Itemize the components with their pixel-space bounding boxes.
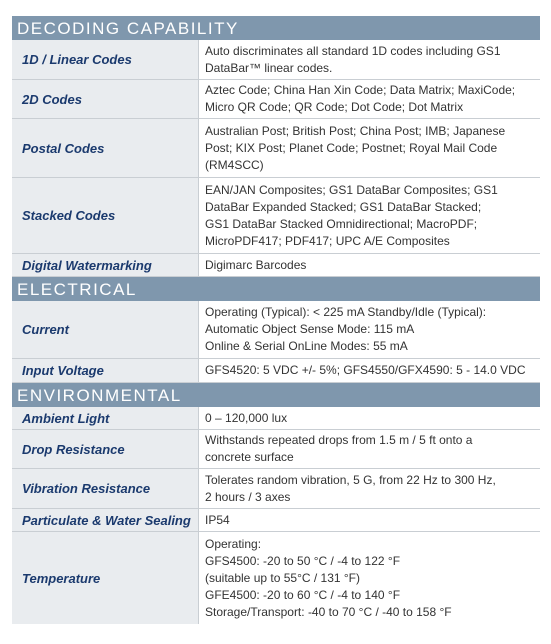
spec-label: Temperature [12,532,199,624]
spec-row-2d-codes [12,80,540,119]
spec-value: EAN/JAN Composites; GS1 DataBar Composites; GS1 DataBar Expanded Stacked; GS1 DataBar Stacked; GS1 DataBar Stacked Omnidirectional; MacroPDF; MicroPDF417; PDF417; UPC A/E Composites [205,182,498,248]
spec-value: Aztec Code; China Han Xin Code; Data Matrix; MaxiCode; Micro QR Code; QR Code; Dot Code; Dot Matrix [205,83,516,114]
spec-label: Particulate & Water Sealing [12,509,199,531]
spec-label: Digital Watermarking [12,254,199,276]
spec-value: Operating: GFS4500: -20 to 50 °C / -4 to 122 °F (suitable up to 55°C / 131 °F) GFE4500: -20 to 60 °C / -4 to 140 °F Storage/Transport: -40 to 70 °C / -40 to 158 °F [205,536,452,619]
spec-row-temperature [12,532,540,624]
spec-value: Withstands repeated drops from 1.5 m / 5 ft onto a concrete surface [205,433,473,464]
spec-row-particulate-water-sealing [12,509,540,532]
spec-row-current [12,301,540,359]
spec-value: GFS4520: 5 VDC +/- 5%; GFS4550/GFX4590: 5 - 14.0 VDC [205,363,526,377]
spec-row-input-voltage [12,359,540,383]
spec-value: Australian Post; British Post; China Post; IMB; Japanese Post; KIX Post; Planet Code; Postnet; Royal Mail Code (RM4SCC) [205,123,506,172]
section-header-electrical: ELECTRICAL [12,277,540,301]
spec-row-digital-watermarking [12,254,540,277]
spec-sheet [12,16,540,624]
spec-value: Tolerates random vibration, 5 G, from 22 Hz to 300 Hz, 2 hours / 3 axes [205,472,496,504]
spec-value: Digimarc Barcodes [205,257,307,272]
spec-label: Ambient Light [12,407,199,429]
spec-value: 0 – 120,000 lux [205,410,288,425]
spec-row-stacked-codes [12,178,540,254]
spec-row-postal-codes [12,119,540,178]
spec-value: IP54 [205,512,230,527]
section-header-decoding: DECODING CAPABILITY [12,16,540,40]
spec-row-vibration-resistance [12,469,540,509]
spec-label: Drop Resistance [12,430,199,468]
spec-row-1d-linear-codes [12,40,540,80]
spec-label: Vibration Resistance [12,469,199,508]
spec-label: 2D Codes [12,80,199,118]
spec-label: Stacked Codes [12,178,199,253]
section-header-environmental: ENVIRONMENTAL [12,383,540,407]
spec-label: 1D / Linear Codes [12,40,199,79]
spec-row-ambient-light [12,407,540,430]
spec-row-drop-resistance [12,430,540,469]
spec-label: Current [12,301,199,358]
spec-value: Auto discriminates all standard 1D codes including GS1 DataBar™ linear codes. [205,43,501,75]
spec-label: Postal Codes [12,119,199,177]
spec-value: Operating (Typical): < 225 mA Standby/Idle (Typical): Automatic Object Sense Mode: 115 mA Online & Serial OnLine Modes: 55 mA [205,305,487,353]
spec-label: Input Voltage [12,359,199,382]
